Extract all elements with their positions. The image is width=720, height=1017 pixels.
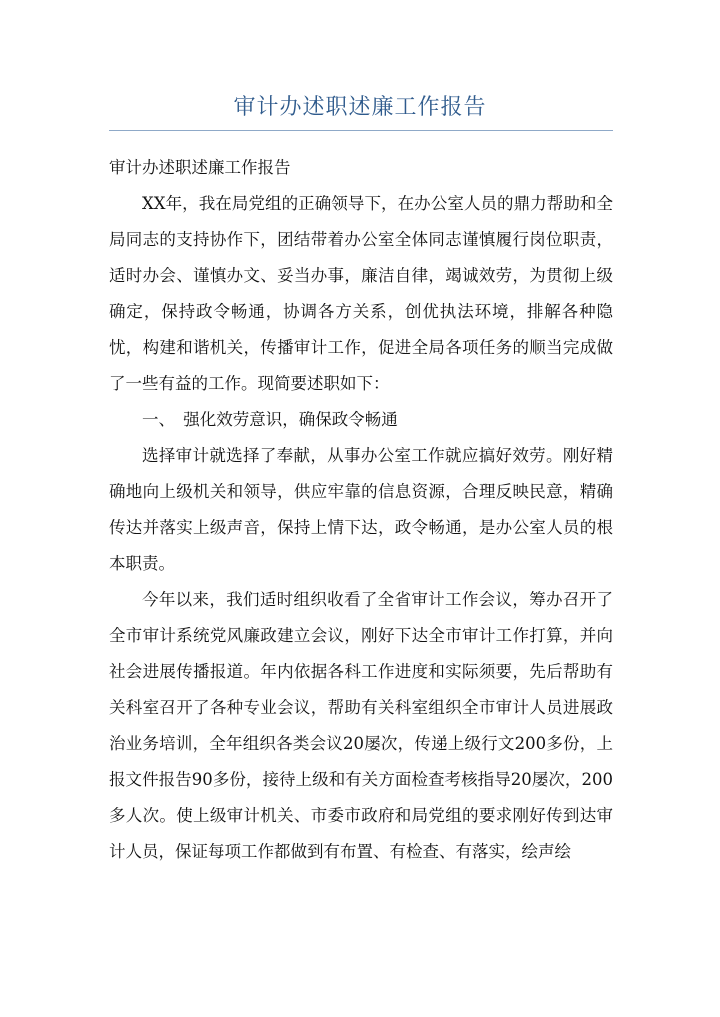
paragraph-section-1: 选择审计就选择了奉献，从事办公室工作就应搞好效劳。刚好精确地向上级机关和领导，供应牢靠的信息资源，合理反映民意，精确传达并落实上级声音，保持上情下达，政令畅通，是办公室人员的根本职责。 — [109, 446, 613, 573]
title-divider — [109, 130, 613, 131]
document-title: 审计办述职述廉工作报告 — [233, 95, 487, 120]
paragraph-intro: XX年，我在局党组的正确领导下，在办公室人员的鼎力帮助和全局同志的支持协作下，团结带着办公室全体同志谨慎履行岗位职责，适时办会、谨慎办文、妥当办事，廉洁自律，竭诚效劳，为贯彻上级确定，保持政令畅通，协调各方关系，创优执法环境，排解各种隐忧，构建和谐机关，传播审计工作，促进全局各项任务的顺当完成做了一些有益的工作。现简要述职如下： — [109, 194, 613, 393]
document-subtitle: 审计办述职述廉工作报告 — [109, 158, 291, 177]
document-body — [109, 150, 613, 870]
section-heading-1: 一、 强化效劳意识，确保政令畅通 — [142, 410, 398, 429]
paragraph-section-1-detail: 今年以来，我们适时组织收看了全省审计工作会议，筹办召开了全市审计系统党风廉政建立会议，刚好下达全市审计工作打算，并向社会进展传播报道。年内依据各科工作进度和实际须要，先后帮助有关科室召开了各种专业会议，帮助有关科室组织全市审计人员进展政治业务培训，全年组织各类会议20屡次，传递上级行文200多份，上报文件报告90多份，接待上级和有关方面检查考核指导20屡次，200多人次。使上级审计机关、市委市政府和局党组的要求刚好传到达审计人员，保证每项工作都做到有布置、有检查、有落实，绘声绘 — [109, 590, 613, 861]
